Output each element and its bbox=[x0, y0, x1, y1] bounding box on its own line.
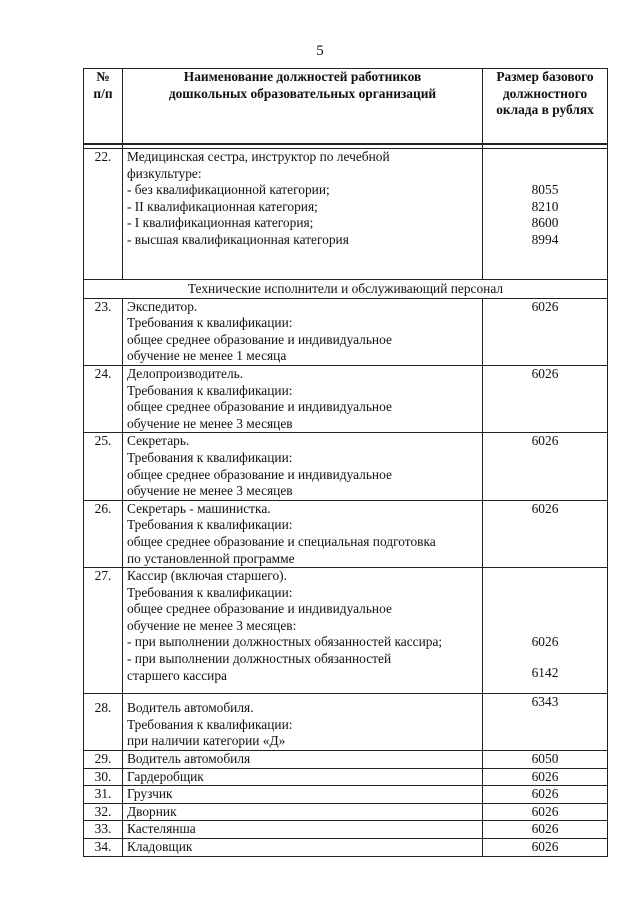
table-row bbox=[84, 839, 608, 857]
position-line: Требования к квалификации: bbox=[127, 517, 293, 533]
position-name bbox=[123, 433, 483, 500]
header-position-name bbox=[123, 69, 483, 145]
page-number: 5 bbox=[316, 43, 324, 59]
header-name-line-2: дошкольных образовательных организаций bbox=[168, 85, 437, 101]
salary-value: 6026 bbox=[483, 433, 608, 500]
row-number: 34. bbox=[84, 839, 123, 857]
header-number-line-2: п/п bbox=[93, 85, 113, 101]
row-number: 26. bbox=[84, 500, 123, 567]
position-line: общее среднее образование и специальная подготовка bbox=[127, 533, 436, 549]
salary-table bbox=[83, 68, 608, 857]
position-name: Дворник bbox=[123, 803, 483, 821]
table-row bbox=[84, 786, 608, 804]
header-number bbox=[84, 69, 123, 145]
position-line: - при выполнении должностных обязанностей кассира; bbox=[127, 634, 443, 650]
position-line: обучение не менее 3 месяцев: bbox=[127, 617, 297, 633]
row-number: 27. bbox=[84, 568, 123, 694]
position-line: Секретарь - машинистка. bbox=[127, 500, 271, 516]
table-row bbox=[84, 568, 608, 694]
salary-value: 6026 bbox=[483, 365, 608, 432]
table-row bbox=[84, 365, 608, 432]
position-line: обучение не менее 3 месяцев bbox=[127, 483, 293, 499]
position-line: по установленной программе bbox=[127, 550, 295, 566]
position-line: - при выполнении должностных обязанностей bbox=[127, 651, 392, 667]
row-number: 24. bbox=[84, 365, 123, 432]
salary-value: 8210 bbox=[531, 198, 559, 214]
header-salary-line-2: должностного bbox=[502, 85, 588, 101]
salary-value: 6026 bbox=[483, 803, 608, 821]
salary-value: 6026 bbox=[483, 839, 608, 857]
position-line: общее среднее образование и индивидуальное bbox=[127, 399, 392, 415]
row-number: 22. bbox=[84, 149, 123, 280]
row-number: 28. bbox=[84, 694, 123, 751]
salary-value: 6026 bbox=[531, 634, 559, 650]
table-row bbox=[84, 803, 608, 821]
position-line: Требования к квалификации: bbox=[127, 716, 293, 732]
position-line: общее среднее образование и индивидуальное bbox=[127, 601, 392, 617]
position-line: - без квалификационной категории; bbox=[127, 182, 330, 198]
header-number-line-1: № bbox=[96, 69, 110, 84]
header-name-line-1: Наименование должностей работников bbox=[183, 69, 422, 84]
position-line: Медицинская сестра, инструктор по лечебной bbox=[127, 149, 390, 164]
position-name: Кладовщик bbox=[123, 839, 483, 857]
section-header-row bbox=[84, 280, 608, 299]
table-row bbox=[84, 433, 608, 500]
salary-value: 6026 bbox=[483, 298, 608, 365]
salary-value: 6026 bbox=[483, 786, 608, 804]
section-title: Технические исполнители и обслуживающий персонал bbox=[84, 280, 608, 299]
salary-value: 6026 bbox=[483, 500, 608, 567]
position-line: Требования к квалификации: bbox=[127, 449, 293, 465]
salary-value: 8600 bbox=[531, 215, 559, 231]
position-line: Требования к квалификации: bbox=[127, 382, 293, 398]
table-header-row bbox=[84, 69, 608, 145]
row-number: 23. bbox=[84, 298, 123, 365]
salary-value: 6026 bbox=[483, 821, 608, 839]
header-salary-line-3: оклада в рублях bbox=[496, 102, 594, 118]
table-row bbox=[84, 751, 608, 769]
position-line: Водитель автомобиля. bbox=[127, 700, 254, 716]
position-line: обучение не менее 3 месяцев bbox=[127, 415, 293, 431]
table-row bbox=[84, 694, 608, 751]
position-line: - II квалификационная категория; bbox=[127, 198, 318, 214]
row-number: 29. bbox=[84, 751, 123, 769]
position-line: Делопроизводитель. bbox=[127, 365, 244, 381]
row-number: 32. bbox=[84, 803, 123, 821]
position-line: общее среднее образование и индивидуальное bbox=[127, 331, 392, 347]
position-name bbox=[123, 694, 483, 751]
row-number: 30. bbox=[84, 768, 123, 786]
row-number: 33. bbox=[84, 821, 123, 839]
salary-value: 6026 bbox=[483, 768, 608, 786]
position-name: Грузчик bbox=[123, 786, 483, 804]
position-line: Требования к квалификации: bbox=[127, 584, 293, 600]
position-line: Секретарь. bbox=[127, 433, 190, 449]
position-line: физкультуре: bbox=[127, 165, 202, 181]
header-salary bbox=[483, 69, 608, 145]
table-row bbox=[84, 768, 608, 786]
position-name bbox=[123, 568, 483, 694]
position-line: Кассир (включая старшего). bbox=[127, 568, 287, 584]
table-row bbox=[84, 500, 608, 567]
position-name bbox=[123, 149, 483, 280]
position-name bbox=[123, 500, 483, 567]
salary-value: 6050 bbox=[483, 751, 608, 769]
position-line: общее среднее образование и индивидуальное bbox=[127, 466, 392, 482]
table-row bbox=[84, 821, 608, 839]
position-name: Кастелянша bbox=[123, 821, 483, 839]
table-row bbox=[84, 149, 608, 280]
row-number: 31. bbox=[84, 786, 123, 804]
salary-cell bbox=[483, 568, 608, 694]
position-name bbox=[123, 298, 483, 365]
salary-value: 8994 bbox=[531, 231, 559, 247]
position-line: Требования к квалификации: bbox=[127, 315, 293, 331]
row-number: 25. bbox=[84, 433, 123, 500]
position-name: Гардеробщик bbox=[123, 768, 483, 786]
position-line: Экспедитор. bbox=[127, 298, 198, 314]
position-line: обучение не менее 1 месяца bbox=[127, 348, 287, 364]
position-name: Водитель автомобиля bbox=[123, 751, 483, 769]
table-row bbox=[84, 298, 608, 365]
position-line: - I квалификационная категория; bbox=[127, 215, 314, 231]
salary-cell bbox=[483, 149, 608, 280]
position-line: - высшая квалификационная категория bbox=[127, 231, 349, 247]
position-line: при наличии категории «Д» bbox=[127, 733, 286, 749]
salary-value: 6142 bbox=[531, 664, 559, 680]
header-salary-line-1: Размер базового bbox=[496, 69, 594, 84]
salary-value: 8055 bbox=[531, 182, 559, 197]
salary-value: 6343 bbox=[483, 694, 608, 751]
position-line: старшего кассира bbox=[127, 667, 227, 683]
position-name bbox=[123, 365, 483, 432]
